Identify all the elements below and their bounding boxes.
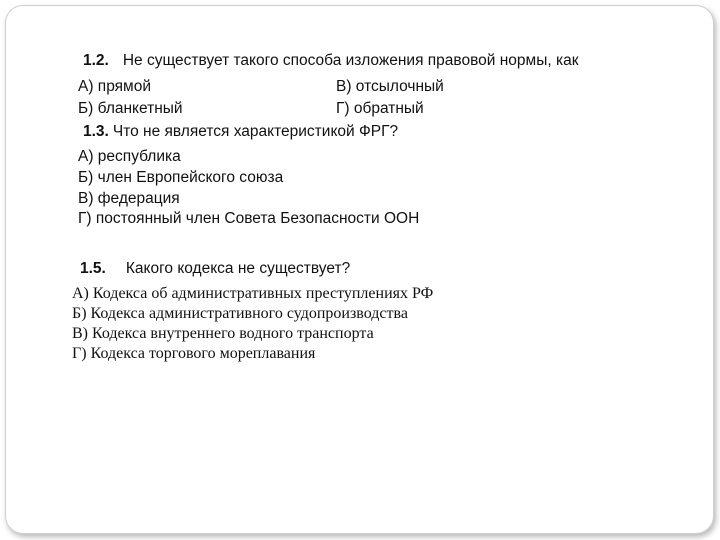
question-1-5 <box>80 260 350 278</box>
question-number: 1.3. <box>83 123 109 140</box>
question-number: 1.2. <box>83 52 109 69</box>
option-g: Г) Кодекса торгового мореплавания <box>72 345 316 362</box>
question-1-2 <box>83 52 578 70</box>
option-a: А) Кодекса об административных преступлениях РФ <box>72 285 434 302</box>
option-v: В) Кодекса внутреннего водного транспорта <box>72 325 374 342</box>
option-a: А) республика <box>78 148 181 165</box>
option-b: Б) Кодекса административного судопроизводства <box>72 305 408 322</box>
option-g: Г) обратный <box>336 100 424 117</box>
option-g: Г) постоянный член Совета Безопасности ООН <box>78 210 420 227</box>
question-1-3 <box>83 123 398 141</box>
option-v: В) отсылочный <box>336 78 444 95</box>
question-number: 1.5. <box>80 260 106 277</box>
question-text: Не существует такого способа изложения правовой нормы, как <box>122 52 579 69</box>
option-a: А) прямой <box>78 78 151 95</box>
option-b: Б) бланкетный <box>78 100 183 117</box>
question-text: Что не является характеристикой ФРГ? <box>112 123 399 140</box>
option-b: Б) член Европейского союза <box>78 169 284 186</box>
option-v: В) федерация <box>78 190 180 207</box>
question-text: Какого кодекса не существует? <box>125 260 351 277</box>
